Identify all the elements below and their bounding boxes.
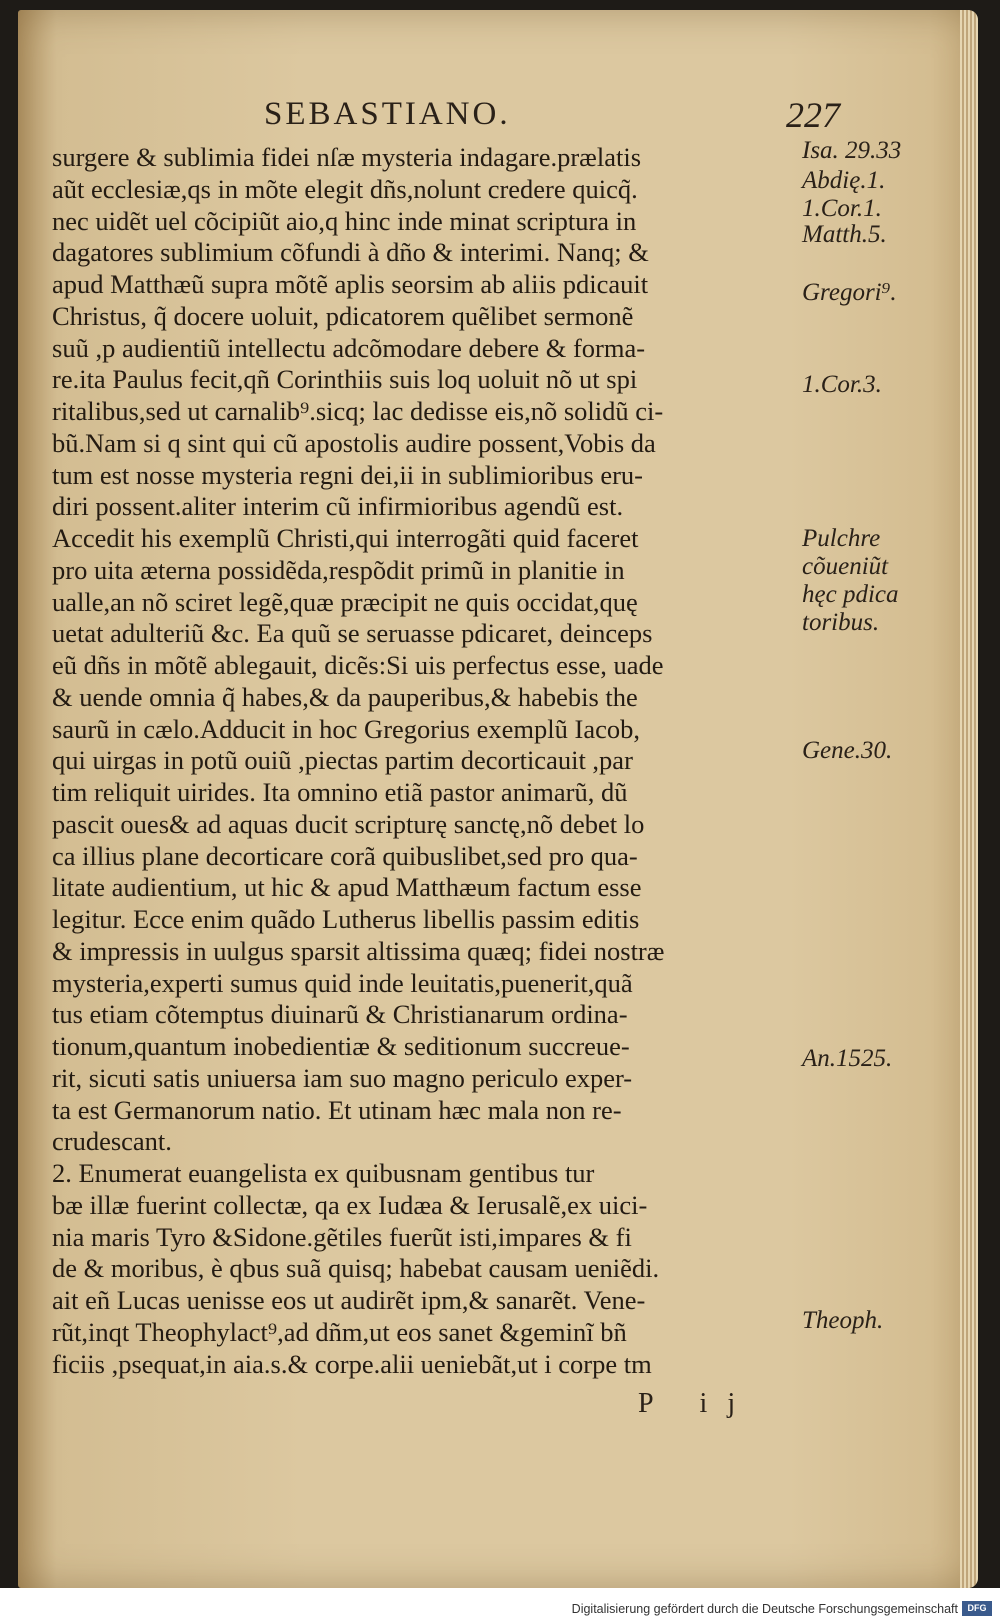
marginal-note: 1.Cor.3. <box>802 371 882 398</box>
book-page <box>18 10 978 1588</box>
text-line: pascit oues& ad aquas ducit scripturę sanctę,nõ debet lo <box>52 808 645 839</box>
text-line: ritalibus,sed ut carnalib⁹.sicq; lac dedisse eis,nõ solidũ ci- <box>52 396 664 426</box>
text-line: nia maris Tyro &Sidone.gẽtiles fuerũt isti,impares & fi <box>52 1221 632 1252</box>
folio-number: 227 <box>786 95 840 135</box>
text-line: de & moribus, è qbus suã quisq; habebat causam ueniẽdi. <box>52 1253 660 1284</box>
text-line: tus etiam cõtemptus diuinarũ & Christianarum ordina- <box>52 999 628 1030</box>
text-line: ait eñ Lucas uenisse eos ut audirẽt ipm,& sanarẽt. Vene- <box>52 1285 646 1315</box>
text-line: surgere & sublimia fidei nſæ mysteria indagare.prælatis <box>52 142 642 172</box>
text-line: tim reliquit uirides. Ita omnino etiã pastor animarũ, dũ <box>52 777 628 807</box>
marginal-note: cõueniũt <box>802 553 889 580</box>
dfg-logo: DFG <box>962 1601 992 1616</box>
text-line: 2. Enumerat euangelista ex quibusnam gentibus tur <box>52 1158 595 1188</box>
text-line: tum est nosse mysteria regni dei,ii in sublimioribus eru- <box>52 459 644 490</box>
marginal-note: Theoph. <box>802 1307 884 1334</box>
text-line: rit, sicuti satis uniuersa iam suo magno periculo exper- <box>52 1062 633 1093</box>
text-line: nec uidẽt uel cõcipiũt aio,q hinc inde minat scriptura in <box>52 205 637 236</box>
text-line: aũt ecclesiæ,qs in mõte elegit dñs,nolunt credere quicq̃. <box>52 173 638 204</box>
text-line: saurũ in cælo.Adducit in hoc Gregorius exemplũ Iacob, <box>52 713 641 744</box>
text-line: ta est Germanorum natio. Et utinam hæc mala non re- <box>52 1094 622 1125</box>
marginal-note: Pulchre <box>802 525 881 552</box>
marginal-note: Gregori⁹. <box>802 279 897 306</box>
marginal-note: hęc pdica <box>802 581 899 608</box>
marginal-note: Abdię.1. <box>802 167 886 194</box>
text-line: bæ illæ fuerint collectæ, qa ex Iudæa & Ierusalẽ,ex uici- <box>52 1189 648 1220</box>
text-line: pro uita æterna possidẽda,respõdit primũ in planitie in <box>52 554 625 585</box>
marginal-note: Matth.5. <box>802 221 887 248</box>
text-line: qui uirgas in potũ ouiũ ,piectas partim decorticauit ,par <box>52 745 633 776</box>
text-line: dagatores sublimium cõfundi à dño & interimi. Nanq; & <box>52 237 649 268</box>
marginal-notes <box>18 10 978 1588</box>
footer-credit: Digitalisierung gefördert durch die Deutsche Forschungsgemeinschaft <box>571 1602 958 1616</box>
marginal-note: toribus. <box>802 609 880 636</box>
text-line: apud Matthæũ supra mõtẽ aplis seorsim ab aliis pdicauit <box>52 269 649 299</box>
text-line: & uende omnia q̃ habes,& da pauperibus,& habebis the <box>52 681 638 712</box>
marginal-note: An.1525. <box>802 1045 893 1072</box>
marginal-note: Gene.30. <box>802 737 893 764</box>
signature-mark: P ij <box>638 1388 756 1419</box>
text-line: diri possent.aliter interim cũ infirmioribus agendũ est. <box>52 491 624 522</box>
text-line: ca illius plane decorticare corã quibuslibet,sed pro qua- <box>52 840 638 871</box>
text-line: rũt,inqt Theophylact⁹,ad dñm,ut eos sanet &geminĩ bñ <box>52 1316 627 1347</box>
text-line: suũ ,p audientiũ intellectu adcõmodare debere & forma- <box>52 332 646 363</box>
text-line: legitur. Ecce enim quãdo Lutherus libellis passim editis <box>52 904 640 934</box>
text-line: tionum,quantum inobedientiæ & seditionum succreue- <box>52 1031 630 1061</box>
text-line: eũ dñs in mõtẽ ablegauit, dicẽs:Si uis perfectus esse, uade <box>52 650 664 680</box>
running-head: SEBASTIANO. <box>264 96 511 132</box>
marginal-note: 1.Cor.1. <box>802 195 882 222</box>
digitization-footer <box>0 1588 1000 1624</box>
text-line: crudescant. <box>52 1126 172 1157</box>
text-line: Accedit his exemplũ Christi,qui interrogãti quid faceret <box>52 523 639 553</box>
text-line: ualle,an nõ sciret legẽ,quæ præcipit ne quis occidat,quę <box>52 586 638 617</box>
text-line: uetat adulteriũ &c. Ea quũ se seruasse pdicaret, deinceps <box>52 618 653 649</box>
marginal-note: Isa. 29.33 <box>802 137 902 164</box>
text-line: re.ita Paulus fecit,qñ Corinthiis suis loq uoluit nõ ut spi <box>52 364 638 395</box>
text-line: bũ.Nam si q sint qui cũ apostolis audire possent,Vobis da <box>52 427 656 458</box>
text-line: litate audientium, ut hic & apud Matthæum factum esse <box>52 872 642 903</box>
text-line: mysteria,experti sumus quid inde leuitatis,puenerit,quã <box>52 967 633 998</box>
text-line: ficiis ,psequat,in aia.s.& corpe.alii ueniebãt,ut i corpe tm <box>52 1348 652 1379</box>
text-line: Christus, q̃ docere uoluit, pdicatorem quẽlibet sermonẽ <box>52 300 634 331</box>
text-line: & impressis in uulgus sparsit altissima quæq; fidei nostræ <box>52 935 665 966</box>
